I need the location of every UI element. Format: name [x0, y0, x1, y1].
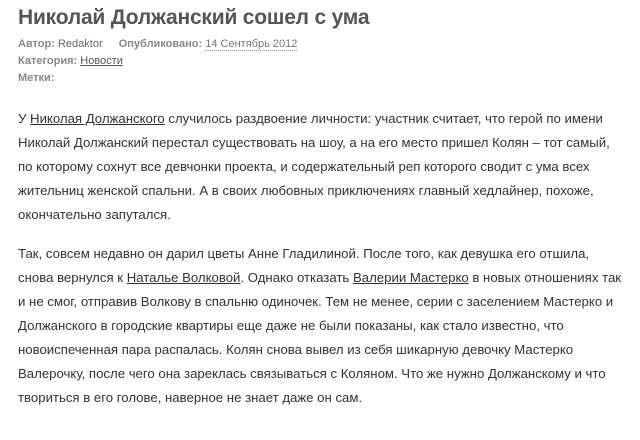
meta-line-category — [18, 53, 630, 70]
meta-line-author — [18, 36, 630, 53]
article-meta — [18, 36, 630, 87]
meta-line-tags — [18, 70, 630, 87]
paragraph-1 — [18, 107, 626, 227]
link-dolzhansky[interactable]: Николая Должанского — [30, 111, 165, 126]
link-masterko[interactable]: Валерии Мастерко — [352, 270, 469, 285]
article-title: Николай Должанский сошел с ума — [18, 6, 370, 29]
tags-label: Метки: — [18, 72, 55, 84]
category-link[interactable]: Новости — [80, 55, 123, 67]
paragraph-2 — [18, 242, 626, 410]
text-run: У — [18, 111, 31, 126]
published-label: Опубликовано: — [118, 38, 203, 50]
text-run: в новых отношениях так и не смог, отправив Волкову в спальню одиночек. Тем не менее, серии с заселением Мастерко и Должанского в городские квартиры еще даже не были показаны, как стало известно, что новоиспеченная пара распалась. Колян снова вывел из себя шикарную девочку Мастерко Валерочку, после чего она зареклась связываться с Коляном. Что же нужно Должанскому и что твориться в его голове, наверное не знает даже он сам. — [18, 270, 622, 405]
text-run: . Однако отказать — [240, 270, 353, 285]
text-run: Так, совсем недавно он дарил цветы Анне Гладилиной. После того, как девушка его отшила, снова вернулся к — [18, 246, 590, 285]
article-body — [18, 107, 626, 410]
author-name: Redaktor — [57, 38, 103, 50]
text-run: случилось раздвоение личности: участник считает, что герой по имени Николай Должанский перестал существовать на шоу, а на его место пришел Колян – тот самый, по которому сохнут все девчонки проекта, и содержательный реп которого сводит с ума всех жительниц женской спальни. А в своих любовных приключениях главный хедлайнер, похоже, окончательно запутался. — [18, 111, 610, 222]
link-volkova[interactable]: Наталье Волковой — [126, 270, 241, 285]
published-date: 14 Сентябрь 2012 — [205, 38, 298, 50]
author-label: Автор: — [18, 38, 55, 50]
category-label: Категория: — [18, 55, 78, 67]
